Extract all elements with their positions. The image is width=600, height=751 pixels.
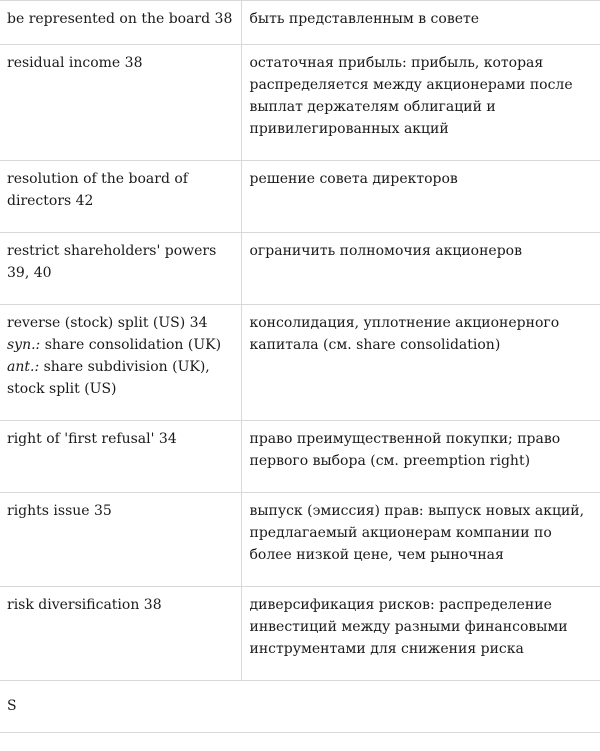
term-text: residual income 38	[7, 55, 143, 71]
definition-cell	[241, 493, 600, 587]
definition-cell	[241, 587, 600, 681]
antonym-continuation: stock split (US)	[7, 381, 117, 397]
term-text: directors 42	[7, 193, 94, 209]
definition-text: капитала (см. share consolidation)	[249, 337, 501, 353]
term-text: right of 'first refusal' 34	[7, 431, 177, 447]
definition-text: ограничить полномочия акционеров	[249, 243, 522, 259]
term-text: 39, 40	[7, 265, 52, 281]
definition-cell	[241, 421, 600, 493]
definition-cell	[241, 233, 600, 305]
term-cell	[0, 493, 241, 587]
definition-text: решение совета директоров	[249, 171, 458, 187]
antonym-line	[7, 356, 233, 378]
antonym-text: share subdivision (UK),	[39, 359, 210, 375]
section-letter-row	[0, 681, 600, 733]
term-cell	[0, 305, 241, 421]
definition-cell	[241, 161, 600, 233]
definition-text: диверсификация рисков: распределение	[249, 597, 552, 613]
table-row	[0, 233, 600, 305]
table-row	[0, 161, 600, 233]
term-cell	[0, 233, 241, 305]
term-text: resolution of the board of	[7, 171, 188, 187]
term-text: be represented on the board 38	[7, 11, 233, 27]
term-cell	[0, 1, 241, 45]
synonym-text: share consolidation (UK)	[40, 337, 222, 353]
term-text: restrict shareholders' powers	[7, 243, 217, 259]
table-row	[0, 421, 600, 493]
term-text: risk diversification 38	[7, 597, 162, 613]
term-text: rights issue 35	[7, 503, 112, 519]
synonym-line	[7, 334, 233, 356]
definition-text: право преимущественной покупки; право	[249, 431, 561, 447]
definition-text: первого выбора (см. preemption right)	[249, 453, 531, 469]
definition-text: инструментами для снижения риска	[249, 641, 524, 657]
section-letter: S	[0, 681, 600, 733]
definition-cell	[241, 1, 600, 45]
definition-text: инвестиций между разными финансовыми	[249, 619, 568, 635]
definition-text: предлагаемый акционерам компании по	[249, 525, 552, 541]
table-row	[0, 45, 600, 161]
definition-text: консолидация, уплотнение акционерного	[249, 315, 560, 331]
table-row	[0, 1, 600, 45]
definition-text: остаточная прибыль: прибыль, которая	[249, 55, 544, 71]
term-text: reverse (stock) split (US) 34	[7, 315, 208, 331]
definition-text: быть представленным в совете	[249, 11, 480, 27]
term-cell	[0, 587, 241, 681]
term-cell	[0, 45, 241, 161]
table-row	[0, 493, 600, 587]
definition-text: более низкой цене, чем рыночная	[249, 547, 504, 563]
antonym-label: ant.:	[7, 359, 40, 375]
definition-cell	[241, 45, 600, 161]
term-cell	[0, 421, 241, 493]
definition-cell	[241, 305, 600, 421]
definition-text: распределяется между акционерами после	[249, 77, 573, 93]
definition-text: выпуск (эмиссия) прав: выпуск новых акций,	[249, 503, 585, 519]
definition-text: привилегированных акций	[249, 121, 449, 137]
term-cell	[0, 161, 241, 233]
definition-text: выплат держателям облигаций и	[249, 99, 496, 115]
table-row	[0, 587, 600, 681]
table-row	[0, 305, 600, 421]
synonym-label: syn.:	[7, 337, 41, 353]
